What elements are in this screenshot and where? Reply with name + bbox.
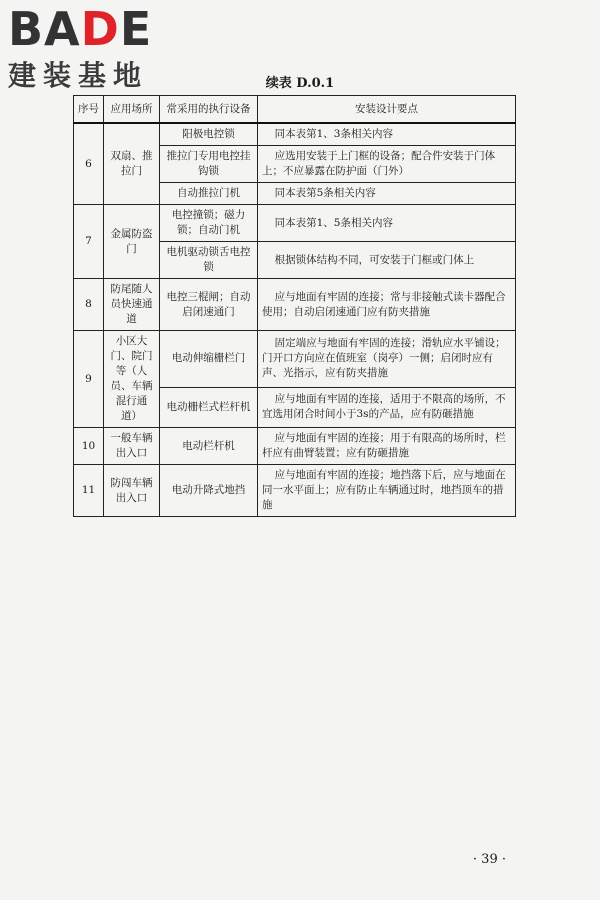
table-header-row: [74, 96, 516, 124]
row-number-cell: 8: [74, 279, 104, 331]
table-row: [74, 331, 516, 388]
logo-letters-ba: BA: [8, 2, 81, 56]
application-place-cell: 防尾随人员快速通道: [104, 279, 160, 331]
design-requirement-cell: 应与地面有牢固的连接，适用于不限高的场所，不宜选用闭合时间小于3s的产品，应有防砸措施: [258, 387, 516, 427]
table-row: [74, 465, 516, 517]
header-cell: 序号: [74, 96, 104, 124]
table-row: [74, 205, 516, 242]
row-number-cell: 7: [74, 205, 104, 279]
equipment-table: [73, 95, 516, 517]
table-row: [74, 428, 516, 465]
device-cell: 电动栅栏式栏杆机: [160, 387, 258, 427]
application-place-cell: 一般车辆出入口: [104, 428, 160, 465]
header-cell: 应用场所: [104, 96, 160, 124]
device-cell: 电控撞锁；磁力锁；自动门机: [160, 205, 258, 242]
table-title: 续表 D.0.1: [265, 76, 335, 91]
design-requirement-cell: 应与地面有牢固的连接；常与非接触式读卡器配合使用；自动启闭速通门应有防夹措施: [258, 279, 516, 331]
device-cell: 电动升降式地挡: [160, 465, 258, 517]
design-requirement-cell: 同本表第5条相关内容: [258, 183, 516, 205]
header-cell: 安装设计要点: [258, 96, 516, 124]
table-body: [74, 123, 516, 517]
design-requirement-cell: 同本表第1、5条相关内容: [258, 205, 516, 242]
design-requirement-cell: 同本表第1、3条相关内容: [258, 123, 516, 146]
page-number: · 39 ·: [472, 852, 506, 867]
device-cell: 电机驱动锁舌电控锁: [160, 242, 258, 279]
table-row: [74, 123, 516, 146]
design-requirement-cell: 固定端应与地面有牢固的连接；滑轨应水平铺设；门开口方向应在值班室（岗亭）一侧；启闭时应有声、光指示，应有防夹措施: [258, 331, 516, 388]
header-cell: 常采用的执行设备: [160, 96, 258, 124]
device-cell: 自动推拉门机: [160, 183, 258, 205]
device-cell: 阳极电控锁: [160, 123, 258, 146]
logo-letter-d: D: [80, 2, 120, 56]
logo-letter-e: E: [119, 2, 153, 56]
device-cell: 电控三棍闸；自动启闭速通门: [160, 279, 258, 331]
row-number-cell: 9: [74, 331, 104, 428]
device-cell: 电动栏杆机: [160, 428, 258, 465]
design-requirement-cell: 应选用安装于上门框的设备；配合件安装于门体上；不应暴露在防护面（门外）: [258, 146, 516, 183]
application-place-cell: 防闯车辆出入口: [104, 465, 160, 517]
table-row: [74, 279, 516, 331]
device-cell: 推拉门专用电控挂钩锁: [160, 146, 258, 183]
application-place-cell: 金属防盗门: [104, 205, 160, 279]
design-requirement-cell: 根据锁体结构不同，可安装于门框或门体上: [258, 242, 516, 279]
row-number-cell: 11: [74, 465, 104, 517]
application-place-cell: 双扇、推拉门: [104, 123, 160, 205]
logo-wordmark: [8, 4, 152, 54]
design-requirement-cell: 应与地面有牢固的连接；地挡落下后，应与地面在同一水平面上；应有防止车辆通过时，地挡顶车的措施: [258, 465, 516, 517]
row-number-cell: 10: [74, 428, 104, 465]
device-cell: 电动伸缩栅栏门: [160, 331, 258, 388]
design-requirement-cell: 应与地面有牢固的连接；用于有限高的场所时，栏杆应有曲臂装置；应有防砸措施: [258, 428, 516, 465]
application-place-cell: 小区大门、院门等（人员、车辆混行通道）: [104, 331, 160, 428]
logo-subtitle: 建装基地: [8, 59, 149, 92]
row-number-cell: 6: [74, 123, 104, 205]
